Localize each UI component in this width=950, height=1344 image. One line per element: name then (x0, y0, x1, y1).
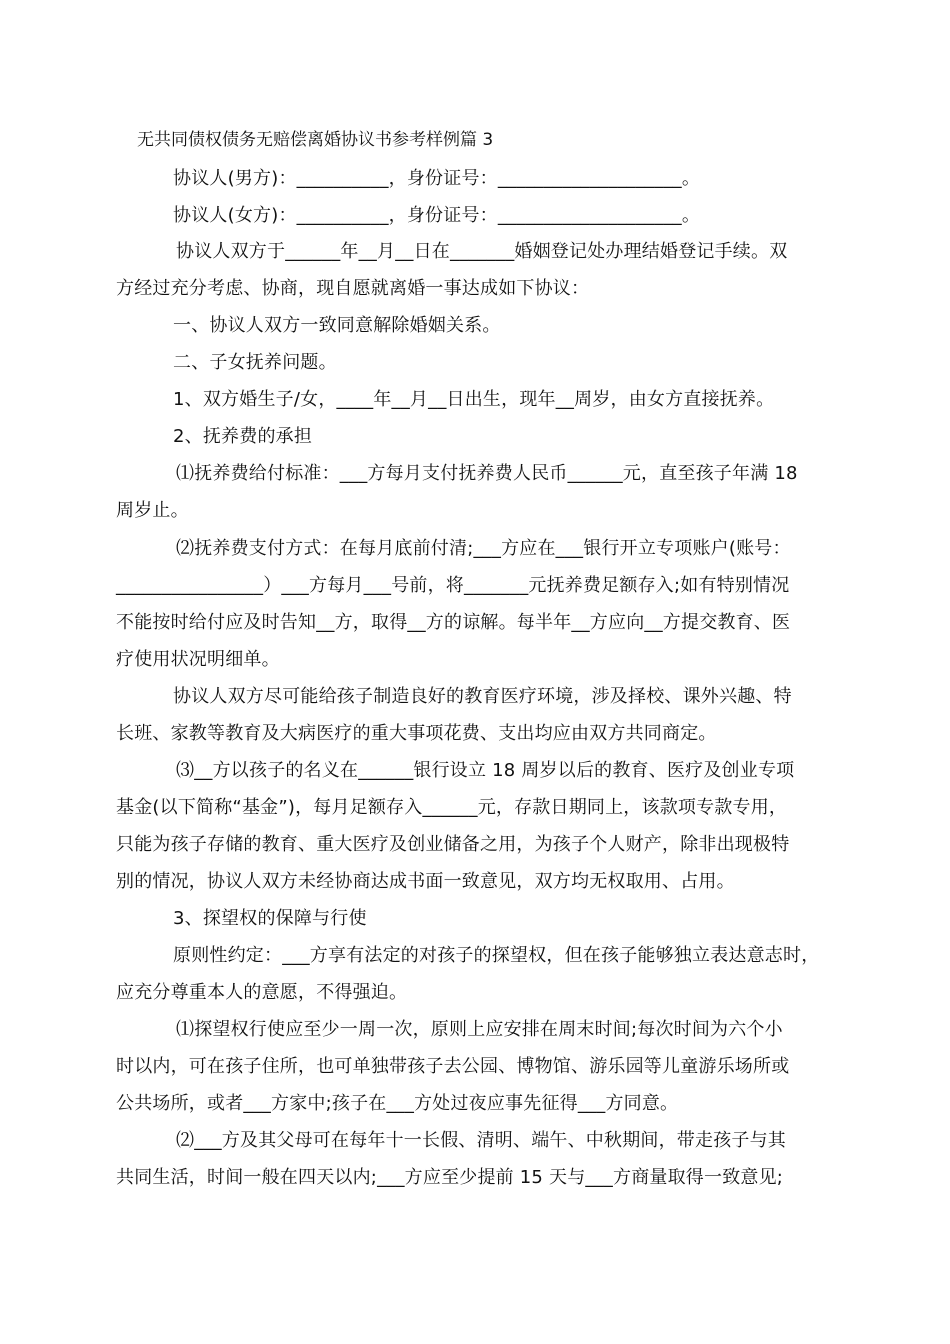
paragraph-line: 原则性约定：___方享有法定的对孩子的探望权，但在孩子能够独立表达意志时， (173, 945, 820, 966)
paragraph-line: 周岁止。 (116, 500, 189, 521)
paragraph-line: ⑶__方以孩子的名义在______银行设立 18 周岁以后的教育、医疗及创业专项 (176, 760, 795, 781)
paragraph-line: 基金(以下简称“基金”)，每月足额存入______元，存款日期同上，该款项专款专用， (116, 797, 788, 818)
paragraph-line: ________________）___方每月___号前，将_______元抚养费足额存入;如有特别情况 (116, 575, 790, 596)
paragraph-line: 只能为孩子存储的教育、重大医疗及创业储备之用，为孩子个人财产，除非出现极特 (116, 834, 790, 855)
paragraph-line: 疗使用状况明细单。 (116, 649, 280, 670)
paragraph-line: ⑴探望权行使应至少一周一次，原则上应安排在周末时间;每次时间为六个小 (176, 1019, 783, 1040)
paragraph-line: 协议人(男方)：__________，身份证号：____________________。 (173, 168, 701, 189)
paragraph-line: 共同生活，时间一般在四天以内;___方应至少提前 15 天与___方商量取得一致意见; (116, 1167, 784, 1188)
paragraph-line: 协议人(女方)：__________，身份证号：____________________。 (173, 205, 701, 226)
paragraph-line: 二、子女抚养问题。 (173, 352, 337, 373)
paragraph-line: 长班、家教等教育及大病医疗的重大事项花费、支出均应由双方共同商定。 (116, 723, 717, 744)
paragraph-line: 1、双方婚生子/女，____年__月__日出生，现年__周岁，由女方直接抚养。 (173, 389, 775, 410)
paragraph-line: 时以内，可在孩子住所，也可单独带孩子去公园、博物馆、游乐园等儿童游乐场所或 (116, 1056, 790, 1077)
document-title: 无共同债权债务无赔偿离婚协议书参考样例篇 3 (137, 130, 494, 150)
paragraph-line: 协议人双方尽可能给孩子制造良好的教育医疗环境，涉及择校、课外兴趣、特 (173, 686, 792, 707)
paragraph-line: ⑴抚养费给付标准：___方每月支付抚养费人民币______元，直至孩子年满 18 (176, 463, 798, 484)
paragraph-line: 不能按时给付应及时告知__方，取得__方的谅解。每半年__方应向__方提交教育、医 (116, 612, 791, 633)
paragraph-line: 方经过充分考虑、协商，现自愿就离婚一事达成如下协议： (116, 278, 590, 299)
paragraph-line: ⑵___方及其父母可在每年十一长假、清明、端午、中秋期间，带走孩子与其 (176, 1130, 786, 1151)
paragraph-line: 2、抚养费的承担 (173, 426, 313, 447)
paragraph-line: 公共场所，或者___方家中;孩子在___方处过夜应事先征得___方同意。 (116, 1093, 679, 1114)
paragraph-line: ⑵抚养费支付方式：在每月底前付清;___方应在___银行开立专项账户(账号： (176, 538, 791, 559)
paragraph-line: 协议人双方于______年__月__日在_______婚姻登记处办理结婚登记手续。双 (176, 241, 788, 262)
paragraph-line: 别的情况，协议人双方未经协商达成书面一致意见，双方均无权取用、占用。 (116, 871, 735, 892)
paragraph-line: 应充分尊重本人的意愿，不得强迫。 (116, 982, 408, 1003)
paragraph-line: 3、探望权的保障与行使 (173, 908, 367, 929)
paragraph-line: 一、协议人双方一致同意解除婚姻关系。 (173, 315, 501, 336)
